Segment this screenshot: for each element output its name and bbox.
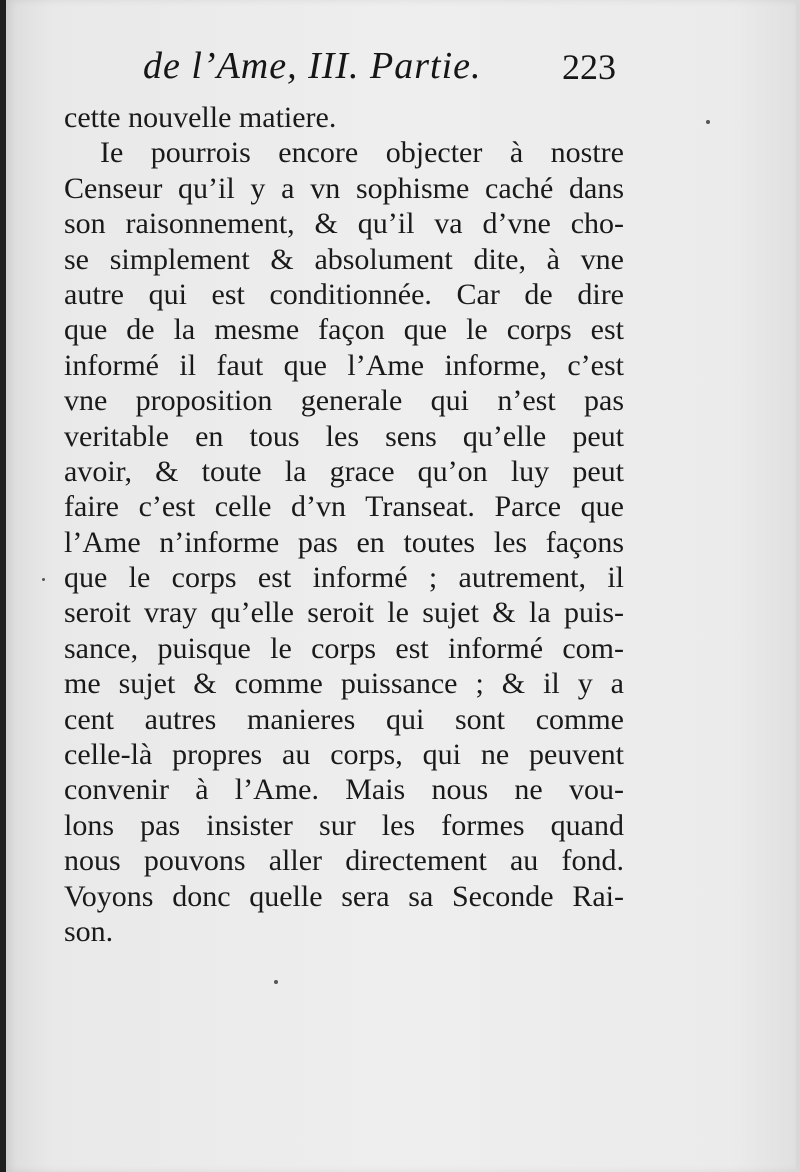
text-line: Censeur qu’il y a vn sophisme caché dans — [64, 171, 624, 205]
text-line: avoir, & toute la grace qu’on luy peut — [64, 454, 624, 488]
text-line: cent autres manieres qui sont comme — [64, 702, 624, 736]
text-line: nous pouvons aller directement au fond. — [64, 844, 624, 878]
text-line: informé il faut que l’Ame informe, c’est — [64, 348, 624, 382]
text-line: l’Ame n’informe pas en toutes les façons — [64, 525, 624, 559]
text-line: cette nouvelle matiere. — [64, 101, 337, 134]
text-line: autre qui est conditionnée. Car de dire — [64, 277, 624, 311]
text-line: son raisonnement, & qu’il va d’vne cho- — [64, 207, 624, 241]
page-number: 223 — [562, 47, 616, 87]
text-line: vne proposition generale qui n’est pas — [64, 384, 624, 418]
text-line: veritable en tous les sens qu’elle peut — [64, 419, 624, 453]
text-line: Voyons donc quelle sera sa Seconde Rai- — [64, 879, 624, 913]
text-line: se simplement & absolument dite, à vne — [64, 242, 624, 276]
text-line: lons pas insister sur les formes quand — [64, 808, 624, 842]
text-line: celle-là propres au corps, qui ne peuvent — [64, 738, 624, 772]
text-line: seroit vray qu’elle seroit le sujet & la puis- — [64, 596, 624, 630]
ink-speck — [42, 578, 45, 581]
text-line: sance, puisque le corps est informé com- — [64, 631, 624, 665]
body-text — [64, 100, 624, 949]
text-line: Ie pourrois encore objecter à nostre — [100, 136, 624, 170]
ink-speck — [274, 980, 278, 984]
text-line: me sujet & comme puissance ; & il y a — [64, 667, 624, 701]
text-line: que le corps est informé ; autrement, il — [64, 561, 624, 595]
text-line: que de la mesme façon que le corps est — [64, 313, 624, 347]
ink-speck — [706, 120, 710, 124]
text-line: faire c’est celle d’vn Transeat. Parce que — [64, 490, 624, 524]
running-head: de l’Ame, III. Partie. — [143, 45, 482, 87]
page-header — [0, 44, 800, 104]
text-line: convenir à l’Ame. Mais nous ne vou- — [64, 773, 624, 807]
text-line: son. — [64, 914, 114, 948]
